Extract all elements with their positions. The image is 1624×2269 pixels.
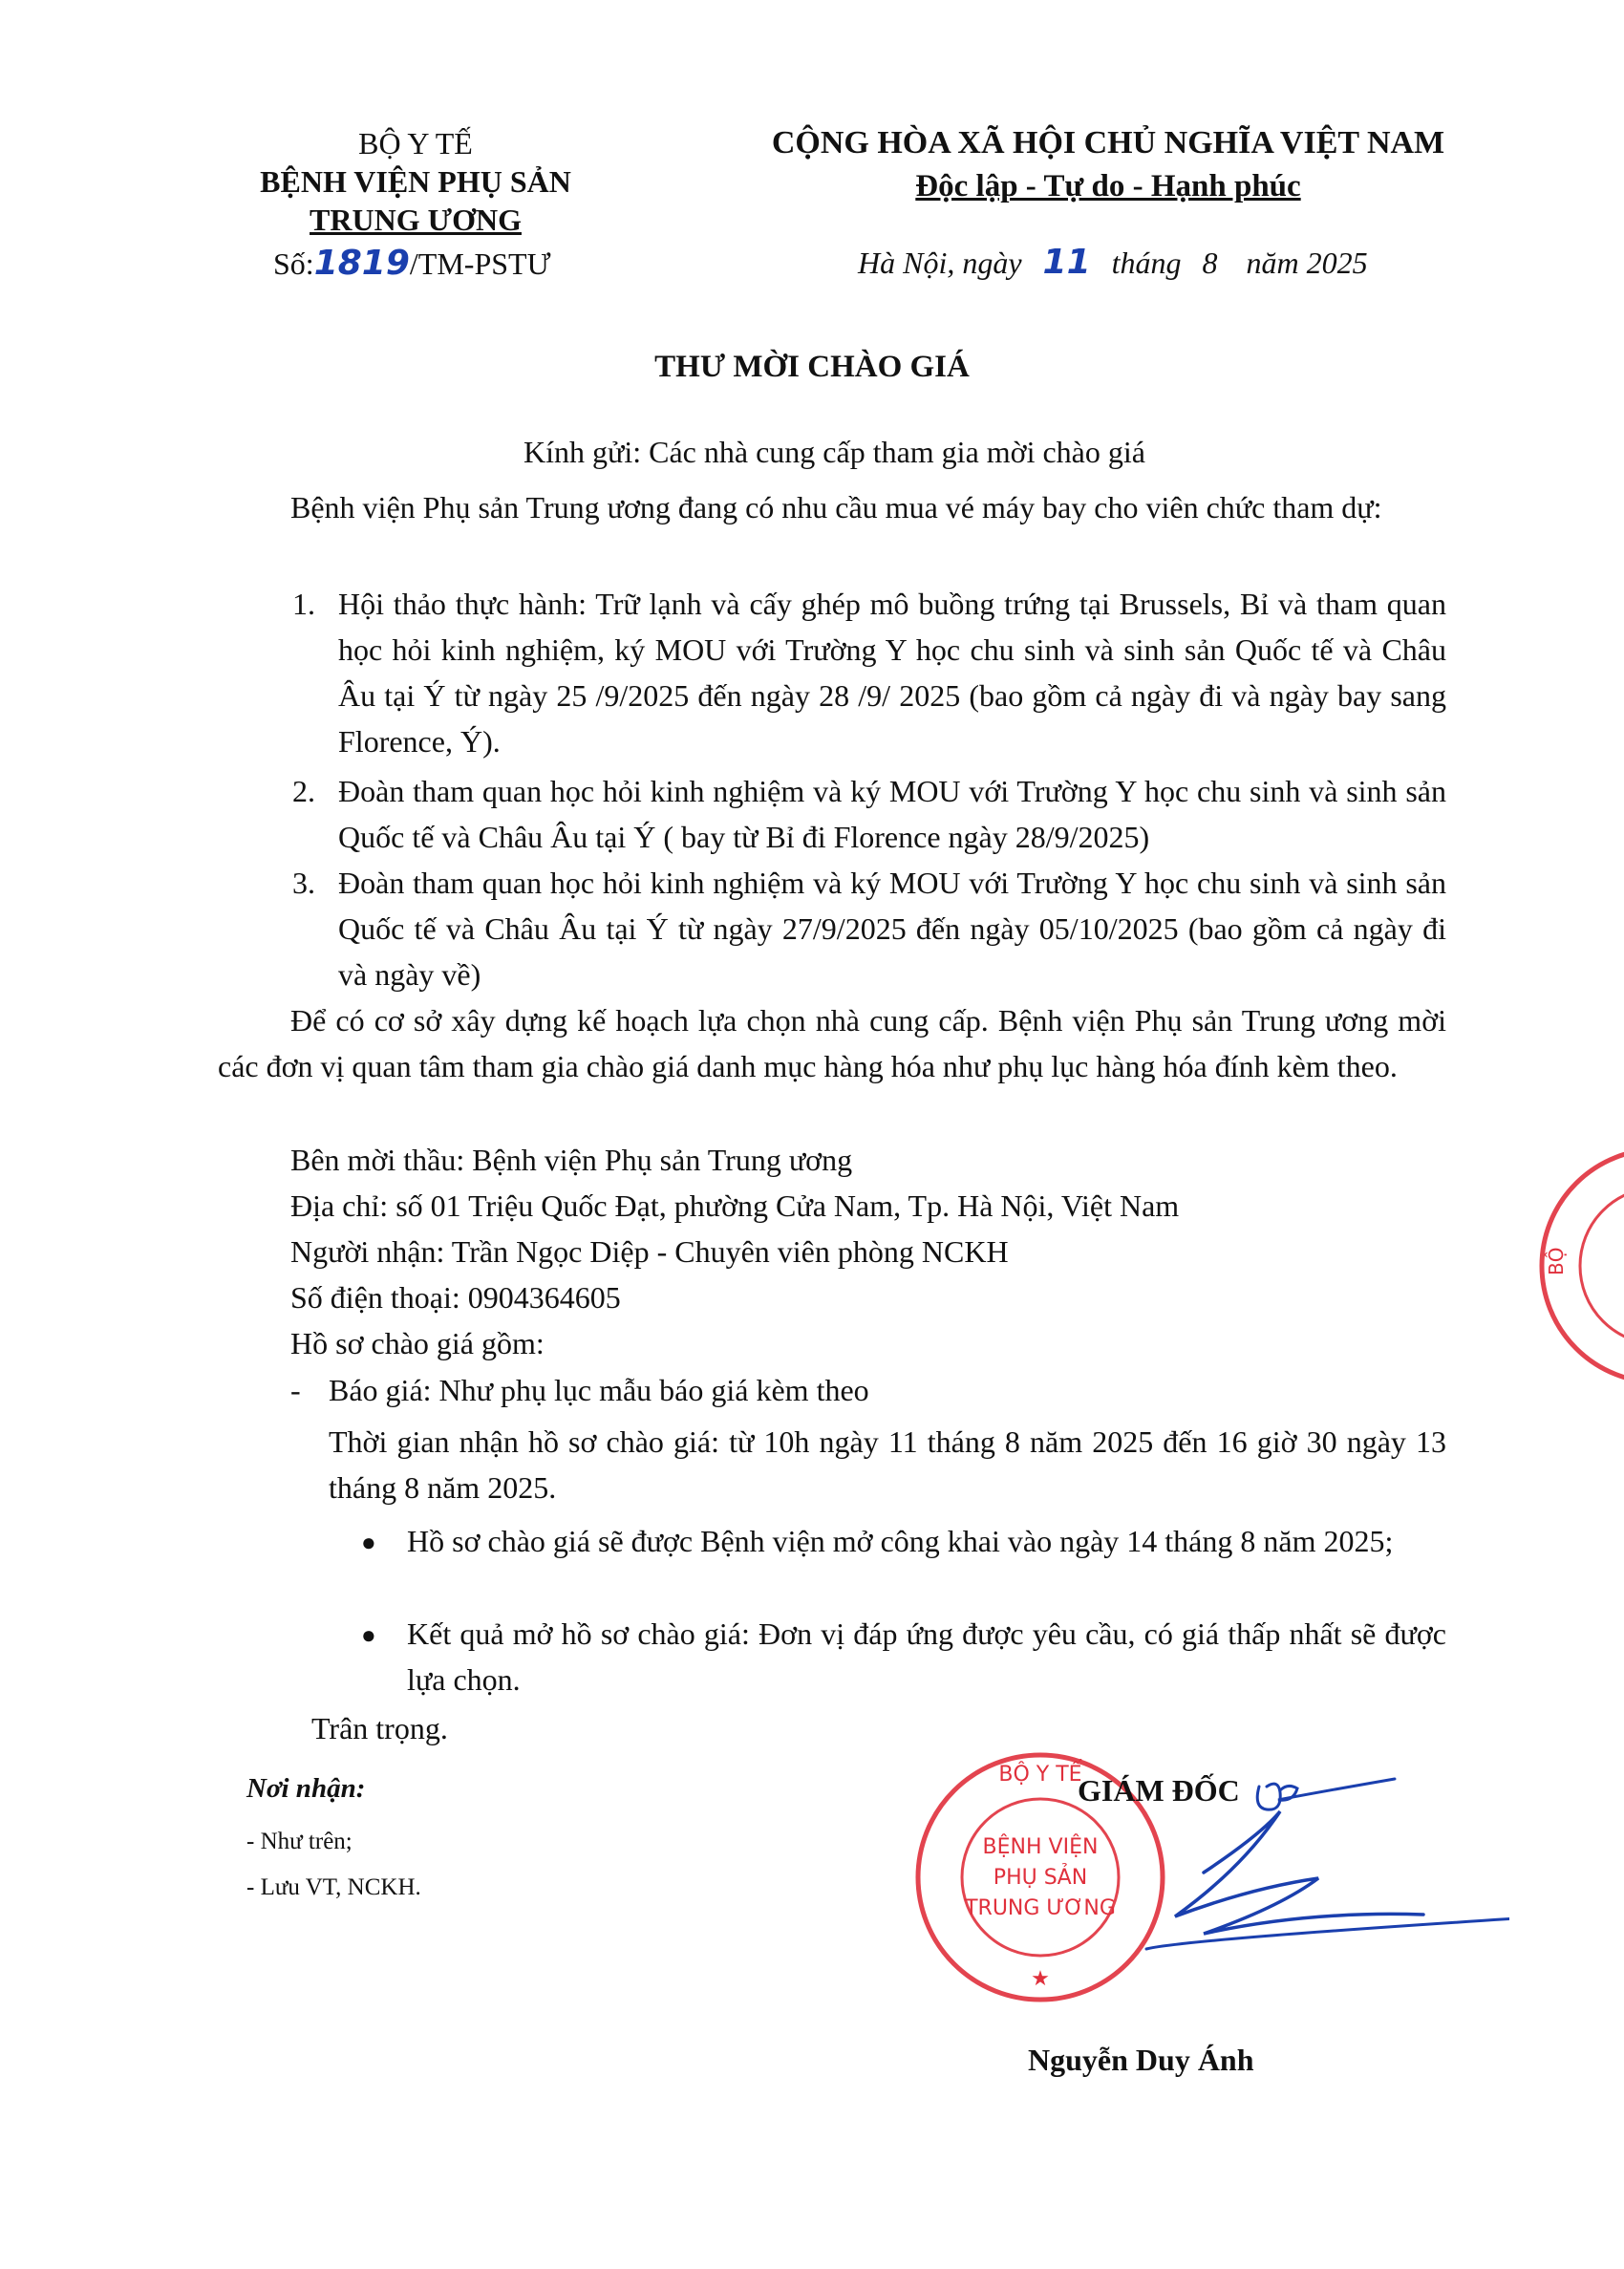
date-day: 11 [1042,243,1091,282]
bidder-line: Bên mời thầu: Bệnh viện Phụ sản Trung ương [290,1143,853,1177]
address-line: Địa chỉ: số 01 Triệu Quốc Đạt, phường Cửa Nam, Tp. Hà Nội, Việt Nam [290,1188,1180,1223]
recipient-item-1: - Như trên; [246,1829,353,1854]
signatory-position: GIÁM ĐỐC [1078,1773,1240,1808]
dossier-line: Hồ sơ chào giá gồm: [290,1326,545,1360]
date-month-label: tháng [1111,246,1182,280]
hospital-name-line2-wrap [220,201,611,239]
item-3-text: Đoàn tham quan học hỏi kinh nghiệm và ký MOU với Trường Y học chu sinh và sinh sản Quốc tế và Châu Âu tại Ý từ ngày 27/9/2025 đến ngày 05/10/2025 (bao gồm cả ngày đi và ngày về) [338,866,1446,992]
item-3-number: 3. [292,866,315,900]
document-number [273,244,550,283]
salutation: Kính gửi: Các nhà cung cấp tham gia mời chào giá [524,435,1145,469]
date-prefix: Hà Nội, ngày [858,246,1022,280]
stamp-line-1: BỆNH VIỆN [982,1835,1099,1859]
item-2-text: Đoàn tham quan học hỏi kinh nghiệm và ký MOU với Trường Y học chu sinh và sinh sản Quốc tế và Châu Âu tại Ý ( bay từ Bỉ đi Florence ngày 28/9/2025) [338,774,1446,854]
recipient-line: Người nhận: Trần Ngọc Diệp - Chuyên viên phòng NCKH [290,1234,1009,1269]
ministry-name: BỘ Y TẾ [358,126,473,161]
document-title: THƯ MỜI CHÀO GIÁ [654,350,970,384]
date-year: năm 2025 [1246,246,1368,280]
closing: Trân trọng. [311,1711,448,1745]
handwritten-signature [1051,1758,1509,2006]
item-2-number: 2. [292,774,315,808]
basis-paragraph: Để có cơ sở xây dựng kế hoạch lựa chọn nhà cung cấp. Bệnh viện Phụ sản Trung ương mời các đơn vị quan tâm tham gia chào giá danh mục hàng hóa như phụ lục hàng hóa đính kèm theo. [218,1003,1446,1083]
stamp-line-3: TRUNG ƯƠNG [965,1896,1116,1920]
stamp-star-icon: ★ [1031,1967,1050,1991]
item-1-text: Hội thảo thực hành: Trữ lạnh và cấy ghép mô buồng trứng tại Brussels, Bỉ và tham quan học hỏi kinh nghiệm, ký MOU với Trường Y học chu sinh và sinh sản Quốc tế và Châu Âu tại Ý từ ngày 25 /9/2025 đến ngày 28 /9/ 2025 (bao gồm cả ngày đi và ngày bay sang Florence, Ý). [338,587,1446,759]
intro-paragraph: Bệnh viện Phụ sản Trung ương đang có nhu cầu mua vé máy bay cho viên chức tham dự: [290,490,1382,524]
phone-line: Số điện thoại: 0904364605 [290,1280,621,1315]
header-left [220,124,611,239]
number-prefix: Số: [273,246,314,281]
number-handwritten: 1819 [313,244,410,283]
hospital-name-line1: BỆNH VIỆN PHỤ SẢN [260,164,571,199]
edge-stamp [1525,1146,1624,1385]
place-date [858,243,1368,282]
stamp-line-2: PHỤ SẢN [993,1866,1088,1890]
recipient-item-2: - Lưu VT, NCKH. [246,1874,421,1900]
time-paragraph: Thời gian nhận hồ sơ chào giá: từ 10h ngày 11 tháng 8 năm 2025 đến 16 giờ 30 ngày 13 tháng 8 năm 2025. [329,1424,1446,1505]
recipients-label: Nơi nhận: [246,1773,366,1804]
edge-stamp-text: BỘ [1545,1247,1568,1275]
dash-marker: - [290,1373,301,1407]
hospital-name-line2: TRUNG ƯƠNG [310,203,522,237]
bullet-1-text: Hồ sơ chào giá sẽ được Bệnh viện mở công khai vào ngày 14 tháng 8 năm 2025; [407,1524,1394,1558]
stamp-ring-text: BỘ Y TẾ [998,1763,1082,1787]
motto: Độc lập - Tự do - Hạnh phúc [915,169,1301,203]
item-1-number: 1. [292,587,315,621]
date-month: 8 [1202,246,1218,280]
bullet-dot-2: ● [361,1621,376,1649]
bullet-2-text: Kết quả mở hồ sơ chào giá: Đơn vị đáp ứng được yêu cầu, có giá thấp nhất sẽ được lựa chọn. [407,1616,1446,1697]
motto-wrap [630,164,1586,207]
signatory-name: Nguyễn Duy Ánh [1028,2043,1254,2077]
quote-line: Báo giá: Như phụ lục mẫu báo giá kèm theo [329,1373,869,1407]
number-suffix: /TM-PSTƯ [409,246,551,281]
nation-title: CỘNG HÒA XÃ HỘI CHỦ NGHĨA VIỆT NAM [771,125,1445,161]
bullet-dot-1: ● [361,1529,376,1556]
